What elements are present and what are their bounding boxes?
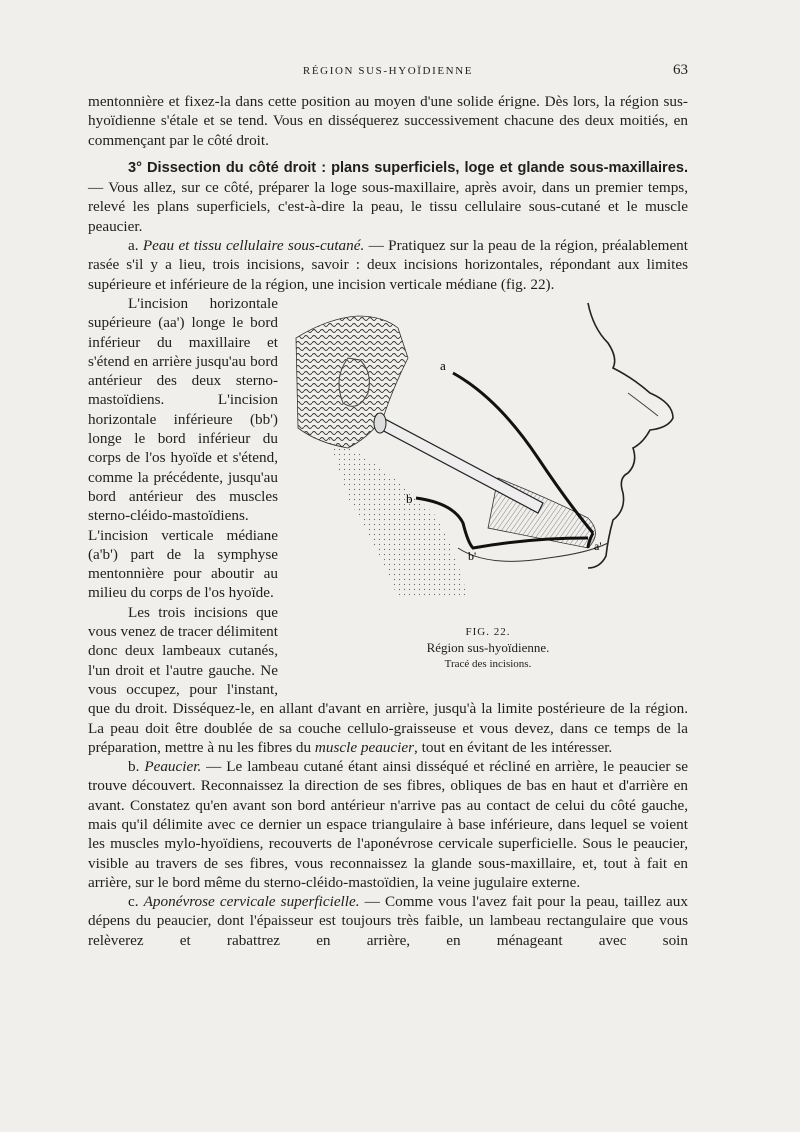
dissection-illustration bbox=[288, 298, 688, 628]
figure-subtitle: Tracé des incisions. bbox=[444, 657, 532, 670]
figure-22 bbox=[288, 298, 688, 683]
paragraph-1 bbox=[88, 92, 688, 150]
label-a: a bbox=[440, 357, 446, 373]
page-number: 63 bbox=[673, 62, 688, 78]
item-a-label: a. bbox=[128, 237, 143, 255]
paragraph-3-text: — Pratiquez sur la peau de la région, préalablement rasée s'il y a lieu, trois incisions, savoir : deux incisions horizontales, répondant aux limites supérieure et inférieure de la région, une incision verticale médiane (fig. 22). bbox=[88, 237, 688, 293]
paragraph-6-text: — Le lambeau cutané étant ainsi disséqué et récliné en arrière, le peaucier se trouve découvert. Reconnaissez la direction de ses fibres, obliques de bas en haut et d'arrière en avant. Constatez qu'en avant son bord antérieur n'arrive pas au contact de celui du côté gauche, mais qu'il délimite avec ce dernier un espace triangulaire à base inférieure, dans lequel se voient les muscles mylo-hyoïdiens, recouverts de l'aponévrose cervicale superficielle. Sous le peaucier, visible au travers de ses fibres, vous reconnaissez la glande sous-maxillaire, et, tout à fait en arrière, sur le bord même du sterno-cléido-mastoïdien, la veine jugulaire externe. bbox=[88, 758, 688, 891]
paragraph-6 bbox=[88, 757, 688, 892]
item-b-label: b. bbox=[128, 758, 145, 776]
paragraph-2-text: — Vous allez, sur ce côté, préparer la loge sous-maxillaire, après avoir, dans un premier temps, relevé les plans superficiels, c'est-à-dire la peau, le tissu cellulaire sous-cutané et le muscle peaucier. bbox=[88, 179, 688, 235]
item-c-title: Aponévrose cervicale superficielle. bbox=[143, 893, 360, 911]
section-heading: 3° Dissection du côté droit : plans superficiels, loge et glande sous-maxillaires. bbox=[128, 159, 688, 176]
paragraph-1-text: mentonnière et fixez-la dans cette position au moyen d'une solide érigne. Dès lors, la région sus-hyoïdienne s'étale et se tend. Vous en disséquerez successivement chacune des deux moitiés, en commençant par le côté droit. bbox=[88, 93, 688, 149]
item-b-title: Peaucier. bbox=[144, 758, 202, 776]
face-profile bbox=[588, 303, 673, 568]
item-a-title: Peau et tissu cellulaire sous-cutané. bbox=[142, 237, 365, 255]
label-b: b bbox=[406, 490, 413, 506]
paragraph-2 bbox=[88, 158, 688, 236]
nose-detail bbox=[628, 393, 658, 416]
paragraph-7 bbox=[88, 892, 688, 950]
paragraph-3 bbox=[88, 236, 688, 294]
paragraph-5-italic: muscle peaucier bbox=[314, 738, 414, 756]
running-title: RÉGION SUS-HYOÏDIENNE bbox=[302, 65, 474, 77]
retractor-end bbox=[374, 413, 386, 433]
label-b-prime: b' bbox=[468, 548, 477, 563]
paragraph-5-text: Les trois incisions que vous venez de tracer délimitent donc deux lambeaux cutanés, l'un droit et l'autre gauche. Ne vous occupez, pour l'instant, que du droit. Disséquez-le, en allant d'avant en arrière, jusqu'à la limite postérieure de la région. La peau doit être doublée de sa couche cellulo-graisseuse et vous devez, dans ce temps de la préparation, mettre à nu les fibres du bbox=[88, 603, 688, 756]
figure-title: Région sus-hyoïdienne. bbox=[426, 639, 550, 655]
label-a-prime: a' bbox=[594, 538, 602, 553]
item-c-label: c. bbox=[128, 893, 144, 911]
body-text bbox=[88, 92, 688, 950]
figure-number: FIG. 22. bbox=[465, 625, 511, 638]
paragraph-4-text: L'incision horizontale supérieure (aa') longe le bord inférieur du maxillaire et s'étend en arrière jusqu'au bord antérieur des deux sterno-mastoïdiens. L'incision horizontale inférieure (bb') longe le bord inférieur du corps de l'os hyoïde et s'étend, comme la précédente, jusqu'au bord antérieur des muscles sterno-cléido-mastoïdiens. L'incision verticale médiane (a'b') part de la symphyse mentonnière pour aboutir au milieu du corps de l'os hyoïde. bbox=[88, 294, 278, 602]
figure-caption bbox=[388, 624, 588, 672]
paragraph-7-text: — Comme vous l'avez fait pour la peau, taillez aux dépens du peaucier, dont l'épaisseur est toujours très faible, un lambeau rectangulaire que vous relèverez et rabattrez en arrière, en ménageant avec soin bbox=[88, 893, 688, 949]
page-header bbox=[88, 62, 688, 82]
paragraph-5-end: , tout en évitant de les intéresser. bbox=[414, 738, 613, 756]
